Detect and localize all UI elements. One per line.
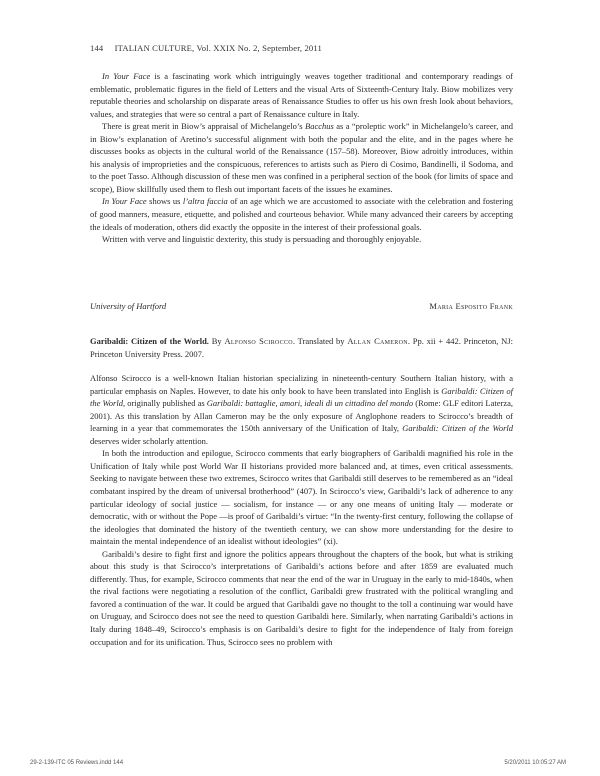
reviewer-affiliation: University of Hartford — [90, 301, 167, 311]
running-head: ITALIAN CULTURE, Vol. XXIX No. 2, September, 2011 — [114, 43, 322, 53]
review-2-body — [90, 335, 513, 648]
review-1-paragraph: Written with verve and linguistic dexterity, this study is persuading and thoroughly enjoyable. — [102, 234, 422, 245]
bibliographic-entry: Garibaldi: Citizen of the World. By Alfonso Scirocco. Translated by Allan Cameron. Pp. xii + 442. Princeton, NJ: Princeton University Press. 2007. — [90, 336, 513, 359]
book-title: In Your Face — [102, 71, 151, 81]
review-2-paragraph: Garibaldi’s desire to fight first and ignore the politics appears throughout the chapters of the book, but what is striking about this study is that Scirocco’s interpretations of Garibaldi’s actions before and after 1859 are evaluated much differently. Thus, for example, Scirocco comments that near the end of the war in Uruguay in the early to mid-1840s, when the rival factions were negotiating a resolution of the conflict, Garibaldi grew frustrated with the political wrangling and favored a continuation of the war. It could be argued that Garibaldi gave no thought to the toll a continuing war would have on Uruguay, and Scirocco does not see the need to question Garibaldi here. Similarly, when narrating Garibaldi’s actions in Italy during 1848–49, Scirocco’s emphasis is on Garibaldi’s desire to fight for the independence of Italy from foreign occupation and for its unification. Thus, Scirocco sees no problem with — [90, 548, 513, 647]
review-2-paragraph: Alfonso Scirocco is a well-known Italian historian specializing in nineteenth-century Southern Italian history, with a particular emphasis on Naples. However, to date his only book to have been translated into English is Garibaldi: Citizen of the World, originally published as Garibaldi: battaglie, amori, ideali di un cittadino del mondo (Rome: GLF editori Laterza, 2001). As this translation by Allan Cameron may be the only exposure of Anglophone readers to Scirocco’s breadth of learning in a year that commemorates the 150th anniversary of the Unification of Italy, Garibaldi: Citizen of the World deserves wider scholarly attention. — [90, 373, 513, 446]
review-1-paragraph: In Your Face is a fascinating work which intriguingly weaves together traditional and contemporary readings of emblematic, problematic figures in the field of Letters and the visual Arts of Sixteenth-Century Italy. Biow mobilizes very reputable theories and scholarship on disparate areas of Renaissance Studies to offer us his own fresh look about behaviors, values, and strategies that were so central a part of Renaissance culture in Italy. — [90, 71, 513, 119]
running-header — [90, 43, 322, 53]
review-1-paragraph: There is great merit in Biow’s appraisal of Michelangelo’s Bacchus as a “proleptic work” in Michelangelo’s career, and in Biow’s explanation of Aretino’s successful alignment with both the popular and the elite, and in the pages where he discusses books as objects in the cultural world of the Renaissance (157–58). Moreover, Biow adroitly introduces, within his analysis of improprieties and the conspicuous, references to artists such as Piero di Cosimo, Bandinelli, il Sodoma, and to the poet Tasso. Although discussion of these men was confined in a peripheral section of the book (for limits of space and scope), Biow skillfully used them to flesh out important facets of the issues he examines. — [90, 121, 514, 194]
book-author: Alfonso Scirocco — [224, 336, 293, 346]
book-title: In Your Face — [102, 196, 147, 207]
print-slug-timestamp: 5/20/2011 10:05:27 AM — [504, 760, 566, 766]
print-slug-filename: 29-2-139-ITC 05 Reviews.indd 144 — [30, 760, 124, 766]
artwork-title: Bacchus — [305, 121, 334, 132]
review-1-body — [90, 70, 513, 246]
book-translator: Allan Cameron — [347, 336, 408, 346]
page-number: 144 — [90, 43, 104, 53]
review-2-paragraph: In both the introduction and epilogue, Scirocco comments that early biographers of Garibaldi magnified his role in the Unification of Italy while post World War II historians provided more balanced and, at times, even critical assessments. Seeking to navigate between these two extremes, Scirocco writes that Garibaldi still deserves to be remembered as an “ideal combatant inspired by the dream of universal brotherhood” (407). In Scirocco’s view, Garibaldi’s lack of adherence to any particular ideology of social justice — socialism, for instance — or any one means of uniting Italy — moderate or democratic, with or without the Pope —is proof of Garibaldi’s virtue: “In the twenty-first century, following the collapse of the ideologies that dominated the history of the twentieth century, we can show more understanding for the desire to maintain the mental independence of an idealist without ideologies” (xi). — [90, 448, 513, 547]
review-1-paragraph: In Your Face shows us l’altra faccia of an age which we are accustomed to associate with the celebration and fostering of good manners, measure, etiquette, and polished and courteous behavior. While many advanced their careers by accepting the ideals of moderation, others did exactly the opposite in the interest of their professional goals. — [90, 196, 513, 232]
italian-phrase: l’altra faccia — [182, 196, 228, 207]
reviewer-name: Maria Esposito Frank — [429, 301, 513, 311]
review-signature — [90, 301, 513, 311]
book-title: Garibaldi: Citizen of the World. — [90, 336, 209, 346]
